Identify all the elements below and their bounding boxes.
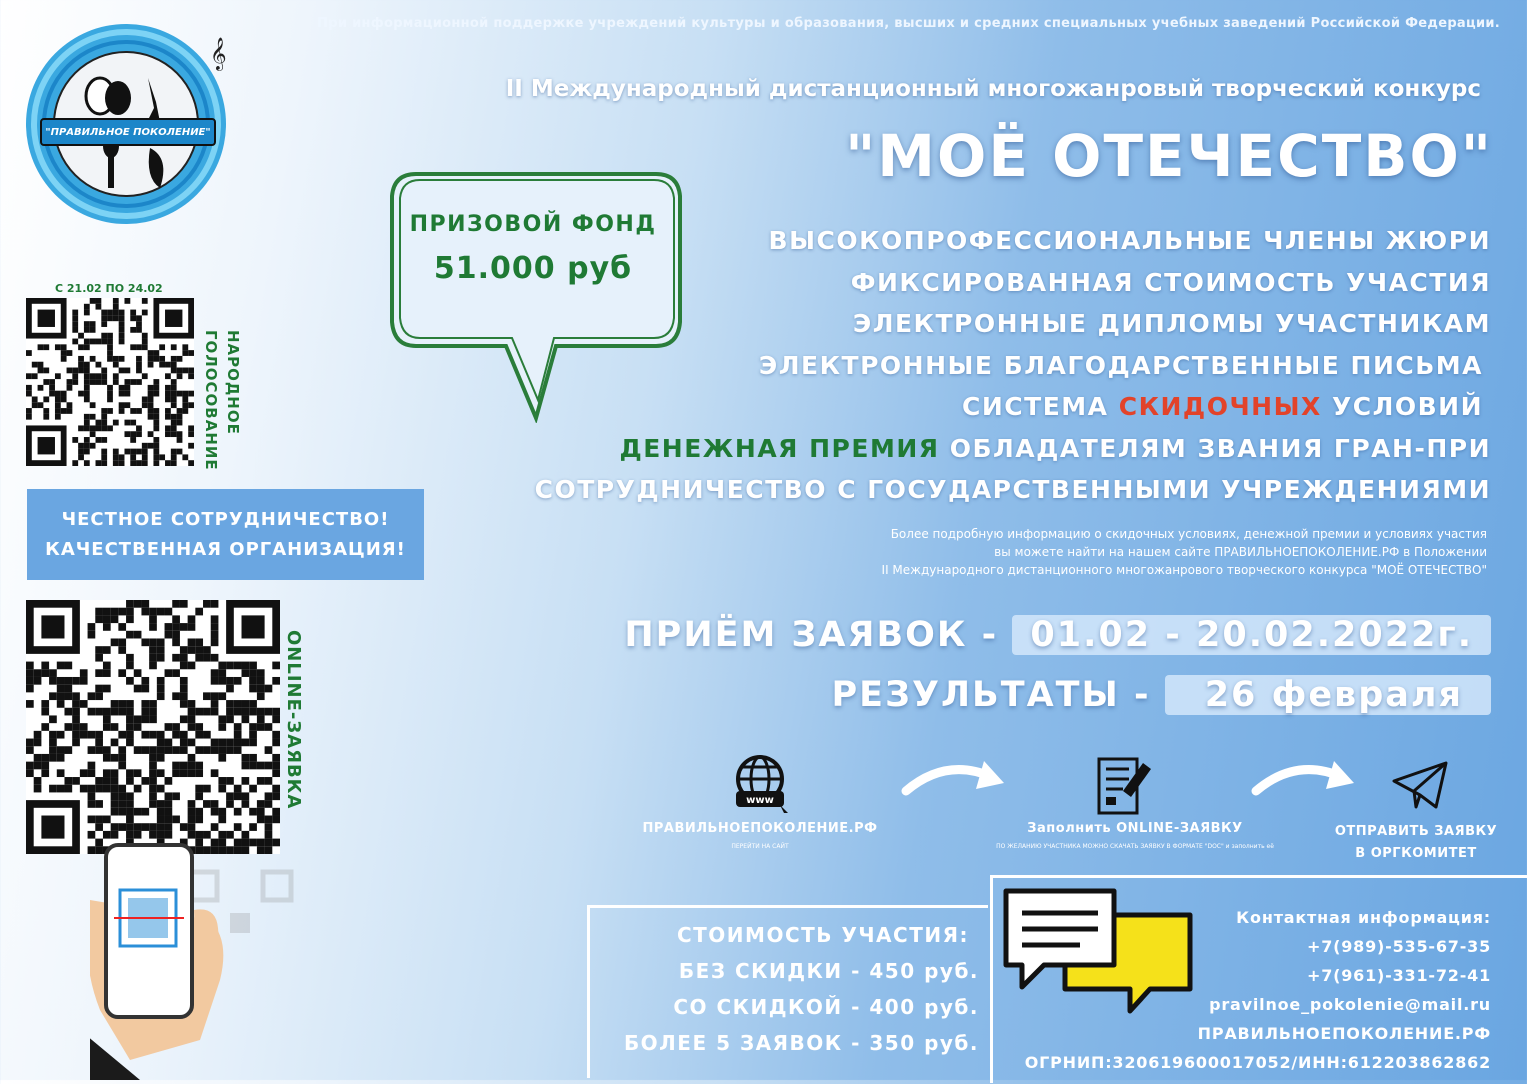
voting-label: НАРОДНОЕ ГОЛОСОВАНИЕ <box>202 330 242 471</box>
voting-qr-code[interactable] <box>26 298 194 466</box>
feature-item: ЭЛЕКТРОННЫЕ ДИПЛОМЫ УЧАСТНИКАМ <box>852 309 1491 338</box>
step-site-label[interactable]: ПРАВИЛЬНОЕПОКОЛЕНИЕ.РФ <box>642 821 878 836</box>
feature-item: ВЫСОКОПРОФЕССИОНАЛЬНЫЕ ЧЛЕНЫ ЖЮРИ <box>768 226 1491 255</box>
qr-code-graphic <box>26 600 280 854</box>
applications-label: ПРИЁМ ЗАЯВОК - <box>624 615 999 655</box>
honest-line-2: КАЧЕСТВЕННАЯ ОРГАНИЗАЦИЯ! <box>45 538 406 560</box>
participation-cost <box>624 917 979 1061</box>
details-line: вы можете найти на нашем сайте ПРАВИЛЬНОЕПОКОЛЕНИЕ.РФ в Положении <box>994 545 1487 559</box>
form-document-icon <box>1095 755 1155 821</box>
honest-banner <box>27 489 424 580</box>
feature-text: УСЛОВИЙ <box>1321 392 1483 421</box>
qr-code-graphic <box>26 298 194 466</box>
phone-link[interactable]: +7(961)-331-72-41 <box>1306 966 1491 985</box>
arrow-icon <box>1250 755 1360 809</box>
dates-block <box>624 615 1491 735</box>
support-note: При информационной поддержке учреждений культуры и образования, высших и средних специальных учебных заведений Российской Федерации. <box>317 16 1500 31</box>
details-line: II Международного дистанционного многожанрового творческого конкурса "МОЁ ОТЕЧЕСТВО" <box>881 563 1487 577</box>
online-application-label: ONLINE-ЗАЯВКА <box>283 630 304 810</box>
results-date <box>624 675 1491 715</box>
feature-text: СИСТЕМА <box>962 392 1119 421</box>
voting-dates: С 21.02 ПО 24.02 <box>55 282 163 295</box>
results-value: 26 февраля <box>1165 675 1491 715</box>
feature-item-prize <box>535 428 1491 470</box>
logo <box>20 18 232 230</box>
feature-item: ЭЛЕКТРОННЫЕ БЛАГОДАРСТВЕННЫЕ ПИСЬМА <box>758 350 1483 380</box>
step-send-label <box>1316 821 1516 865</box>
online-application-qr-code[interactable] <box>26 600 280 854</box>
svg-text:𝄞: 𝄞 <box>210 37 227 70</box>
cost-item: БОЛЕЕ 5 ЗАЯВОК - 350 руб. <box>623 1031 979 1055</box>
contest-name: "МОЁ ОТЕЧЕСТВО" <box>845 122 1493 190</box>
www-label: www <box>746 795 774 806</box>
feature-text: ОБЛАДАТЕЛЯМ ЗВАНИЯ ГРАН-ПРИ <box>939 433 1491 463</box>
contest-subtitle: II Международный дистанционный многожанровый творческий конкурс <box>505 76 1481 102</box>
registration-ids: ОГРНИП:320619600017052/ИНН:612203862862 <box>1024 1053 1491 1072</box>
applications-dates: 01.02 - 20.02.2022г. <box>1012 615 1491 655</box>
cost-title: СТОИМОСТЬ УЧАСТИЯ: <box>676 923 969 947</box>
step-send-line: ОТПРАВИТЬ ЗАЯВКУ <box>1334 824 1498 839</box>
email-link[interactable]: pravilnoe_pokolenie@mail.ru <box>1209 995 1491 1014</box>
arrow-icon <box>900 755 1010 809</box>
feature-item: СОТРУДНИЧЕСТВО С ГОСУДАРСТВЕННЫМИ УЧРЕЖДЕНИЯМИ <box>534 475 1491 504</box>
paper-plane-icon <box>1390 759 1450 815</box>
steps-row <box>600 745 1520 875</box>
features-list <box>535 220 1491 511</box>
details-note <box>882 525 1487 579</box>
step-fill-form-sublabel: ПО ЖЕЛАНИЮ УЧАСТНИКА МОЖНО СКАЧАТЬ ЗАЯВКУ В ФОРМАТЕ "DOC" и заполнить её <box>996 843 1274 850</box>
logo-text: "ПРАВИЛЬНОЕ ПОКОЛЕНИЕ" <box>45 126 211 138</box>
step-fill-form-label[interactable]: Заполнить ONLINE-ЗАЯВКУ <box>1027 821 1243 836</box>
contact-title: Контактная информация: <box>1236 908 1491 927</box>
feature-item-discount <box>535 386 1491 428</box>
phone-link[interactable]: +7(989)-535-67-35 <box>1306 937 1491 956</box>
applications-period <box>624 615 1491 655</box>
phone-in-hand-illustration <box>90 830 230 1080</box>
step-send-line: В ОРГКОМИТЕТ <box>1355 846 1477 861</box>
feature-item: ФИКСИРОВАННАЯ СТОИМОСТЬ УЧАСТИЯ <box>850 267 1491 297</box>
honest-line-1: ЧЕСТНОЕ СОТРУДНИЧЕСТВО! <box>61 508 390 530</box>
cost-item: СО СКИДКОЙ - 400 руб. <box>673 995 979 1019</box>
feature-highlight-green: ДЕНЕЖНАЯ ПРЕМИЯ <box>619 433 940 463</box>
contact-info <box>1025 903 1491 1077</box>
prize-amount: 51.000 руб <box>433 251 633 286</box>
globe-icon <box>730 753 794 821</box>
results-label: РЕЗУЛЬТАТЫ - <box>831 675 1151 715</box>
site-link[interactable]: ПРАВИЛЬНОЕПОКОЛЕНИЕ.РФ <box>1197 1024 1491 1043</box>
prize-label: ПРИЗОВОЙ ФОНД <box>409 212 657 237</box>
logo-banner <box>40 118 216 146</box>
feature-highlight-red: СКИДОЧНЫХ <box>1118 392 1322 421</box>
step-site-sublabel: ПЕРЕЙТИ НА САЙТ <box>731 843 789 850</box>
cost-item: БЕЗ СКИДКИ - 450 руб. <box>678 959 979 983</box>
details-line: Более подробную информацию о скидочных условиях, денежной премии и условиях участия <box>890 527 1487 541</box>
